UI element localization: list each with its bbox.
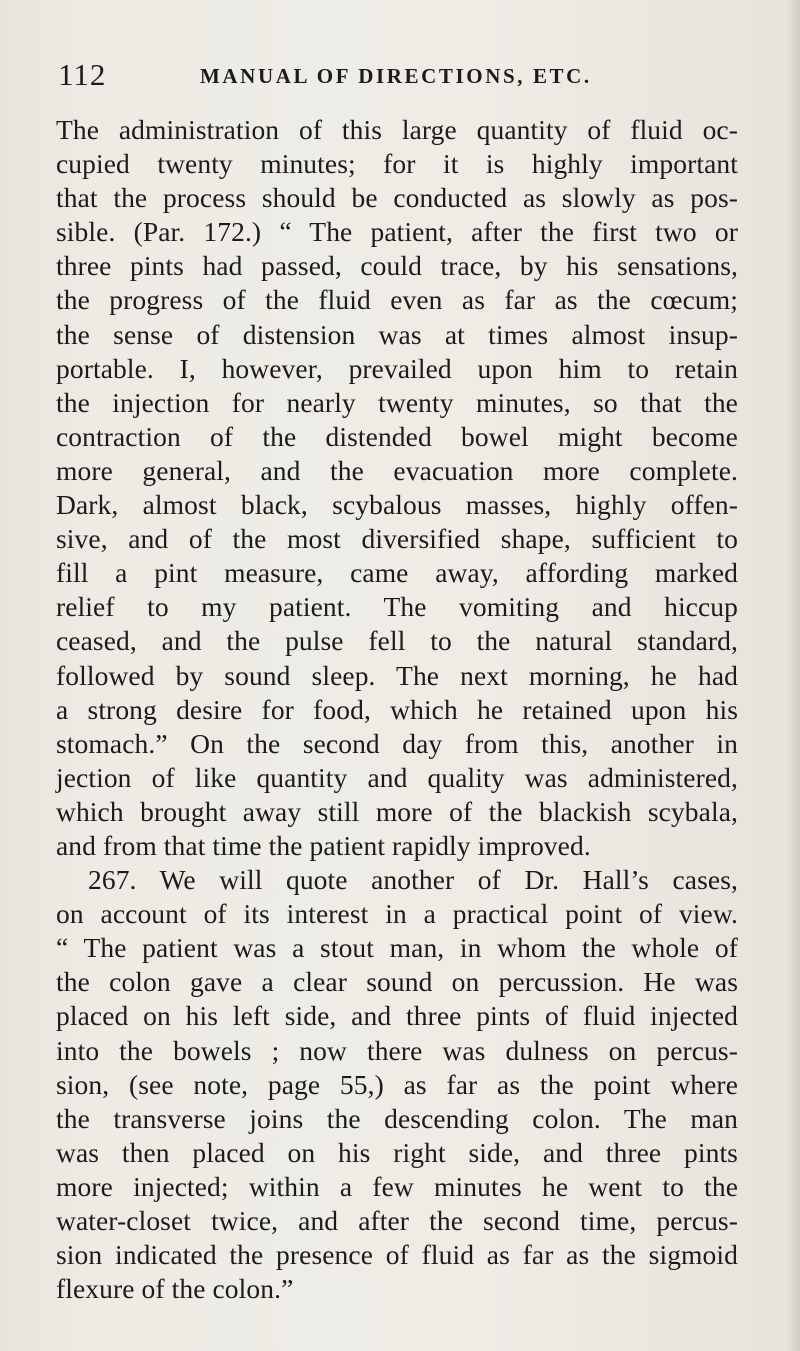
text-line: and from that time the patient rapidly improved. [56, 829, 591, 861]
page-edge-shadow [786, 0, 800, 1351]
text-line: the sense of distension was at times almost insup- [56, 318, 738, 350]
text-line: into the bowels ; now there was dulness on percus- [56, 1034, 738, 1066]
text-line: placed on his left side, and three pints of fluid injected [56, 1000, 738, 1032]
text-line: the injection for nearly twenty minutes, so that the [56, 386, 738, 418]
text-line: the transverse joins the descending colon. The man [56, 1102, 738, 1134]
text-line: fill a pint measure, came away, affording marked [56, 557, 738, 589]
page-header [58, 56, 738, 96]
paragraph-1 [56, 113, 738, 863]
text-line: more injected; within a few minutes he went to the [56, 1170, 738, 1202]
text-line: more general, and the evacuation more complete. [56, 454, 738, 486]
text-line: contraction of the distended bowel might become [56, 420, 738, 452]
text-line: sible. (Par. 172.) “ The patient, after the first two or [56, 216, 738, 248]
page-number: 112 [58, 57, 107, 92]
text-line: Dark, almost black, scybalous masses, highly offen- [56, 489, 738, 521]
text-line: jection of like quantity and quality was administered, [56, 761, 738, 793]
text-line: followed by sound sleep. The next morning, he had [56, 659, 738, 691]
text-line: relief to my patient. The vomiting and hiccup [56, 591, 738, 623]
text-line: three pints had passed, could trace, by his sensations, [56, 250, 738, 282]
text-line: a strong desire for food, which he retained upon his [56, 693, 738, 725]
text-line: 267. We will quote another of Dr. Hall’s cases, [88, 864, 738, 896]
running-head: MANUAL OF DIRECTIONS, ETC. [200, 64, 592, 88]
text-line: stomach.” On the second day from this, another in [56, 727, 738, 759]
text-line: “ The patient was a stout man, in whom the whole of [56, 932, 738, 964]
text-line: sion, (see note, page 55,) as far as the point where [56, 1068, 738, 1100]
text-line: water-closet twice, and after the second time, percus- [56, 1205, 738, 1236]
text-line: that the process should be conducted as slowly as pos- [56, 182, 738, 214]
text-line: was then placed on his right side, and three pints [56, 1136, 738, 1168]
text-line: flexure of the colon.” [56, 1273, 294, 1305]
text-line: the colon gave a clear sound on percussion. He was [56, 966, 738, 998]
text-line: which brought away still more of the blackish scybala, [56, 795, 738, 827]
text-line: on account of its interest in a practical point of view. [56, 898, 738, 930]
text-line: sion indicated the presence of fluid as far as the sigmoid [56, 1239, 738, 1271]
text-line: sive, and of the most diversified shape, sufficient to [56, 523, 738, 555]
text-line: cupied twenty minutes; for it is highly important [56, 148, 738, 180]
text-line: The administration of this large quantity of fluid oc- [56, 114, 738, 145]
text-line: the progress of the fluid even as far as the cœcum; [56, 284, 738, 316]
text-line: ceased, and the pulse fell to the natural standard, [56, 625, 738, 657]
body-text [56, 113, 738, 1306]
text-line: portable. I, however, prevailed upon him to retain [56, 352, 738, 384]
paragraph-267 [56, 863, 738, 1306]
